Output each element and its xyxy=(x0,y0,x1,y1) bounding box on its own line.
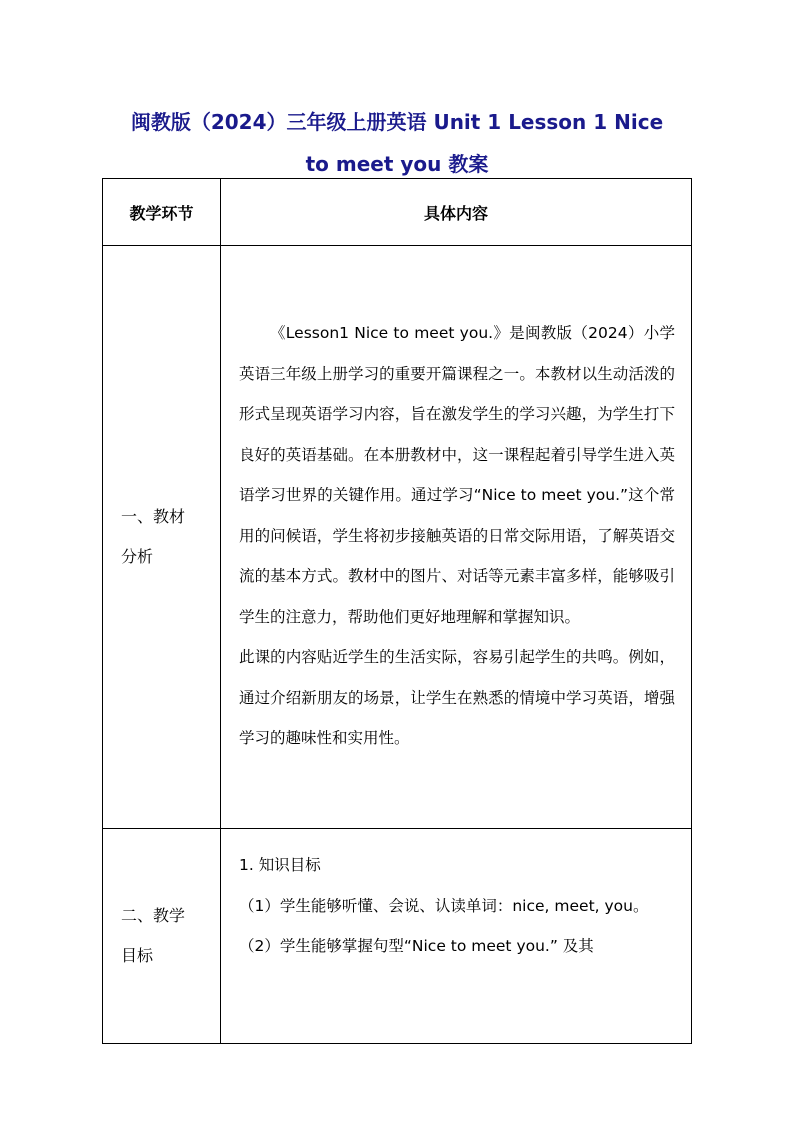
table-header-row xyxy=(103,179,692,246)
lesson-plan-table xyxy=(102,178,692,1044)
label-line: 分析 xyxy=(121,547,154,566)
content-line: 1. 知识目标 xyxy=(239,856,321,874)
content-paragraph: 《Lesson1 Nice to meet you.》是闽教版（2024）小学英语三年级上册学习的重要开篇课程之一。本教材以生动活泼的形式呈现英语学习内容，旨在激发学生的学习兴趣，为学生打下良好的英语基础。在本册教材中，这一课程起着引导学生进入英语学习世界的关键作用。通过学习“Nice to meet you.”这个常用的问候语，学生将初步接触英语的日常交际用语，了解英语交流的基本方式。教材中的图片、对话等元素丰富多样，能够吸引学生的注意力，帮助他们更好地理解和掌握知识。 xyxy=(239,324,675,626)
table-row xyxy=(103,246,692,829)
label-line: 一、教材 xyxy=(121,507,186,526)
content-paragraph: 此课的内容贴近学生的生活实际，容易引起学生的共鸣。例如，通过介绍新朋友的场景，让学生在熟悉的情境中学习英语，增强学习的趣味性和实用性。 xyxy=(239,648,675,748)
row-label-material-analysis xyxy=(103,246,221,829)
teaching-goals-content xyxy=(221,829,692,1044)
content-line: （2）学生能够掌握句型“Nice to meet you.” 及其 xyxy=(239,937,594,955)
document-title-line1: 闽教版（2024）三年级上册英语 Unit 1 Lesson 1 Nice xyxy=(130,110,664,134)
document-title-line2: to meet you 教案 xyxy=(305,152,489,176)
content-line: （1）学生能够听懂、会说、认读单词：nice, meet, you。 xyxy=(239,896,649,915)
header-teaching-stage: 教学环节 xyxy=(103,179,221,246)
row-label-teaching-goals xyxy=(103,829,221,1044)
table-row xyxy=(103,829,692,1044)
material-analysis-content xyxy=(221,246,692,829)
label-line: 目标 xyxy=(121,946,154,965)
header-content: 具体内容 xyxy=(221,179,692,246)
label-line: 二、教学 xyxy=(121,906,186,925)
